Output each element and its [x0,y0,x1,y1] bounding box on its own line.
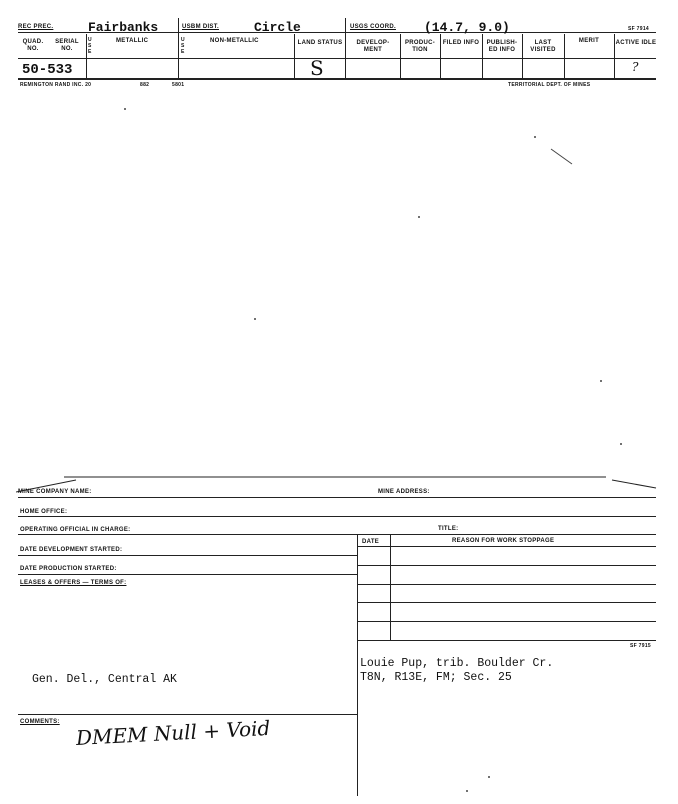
leases-label: LEASES & OFFERS — TERMS OF: [20,580,127,586]
usbm-dist-value: Circle [254,20,301,35]
territorial-dept: TERRITORIAL DEPT. OF MINES [508,82,591,88]
rec-prec-label: REC PREC. [18,24,54,30]
rec-prec-value: Fairbanks [88,20,159,35]
divider [294,34,295,78]
rule [18,534,656,535]
rule [357,584,656,585]
scan-speck [488,776,490,778]
divider [357,534,358,796]
column-heading-rule [18,58,656,59]
date-production-label: DATE PRODUCTION STARTED: [20,566,117,572]
usgs-coord-value: (14.7, 9.0) [424,20,510,35]
home-office-label: HOME OFFICE: [20,509,68,515]
rule [18,516,656,517]
rule [357,546,656,547]
divider [178,18,179,78]
date-heading: DATE [362,539,380,545]
divider [564,34,565,78]
printer-imprint: REMINGTON RAND INC. 20 [20,82,92,88]
nonmetallic-use-heading: U S E [181,37,185,55]
usgs-coord-label: USGS COORD. [350,24,396,30]
form-code-top: SF 7914 [628,26,650,32]
active-idle-heading: ACTIVE IDLE [615,40,657,46]
production-heading: PRODUC-TION [404,40,436,53]
scan-mark [550,148,574,166]
scan-speck [534,136,536,138]
location-line-1: Louie Pup, trib. Boulder Cr. [360,657,554,670]
rule [18,555,357,556]
rule [18,574,357,575]
scan-speck [466,790,468,792]
row-bottom-rule [18,78,656,80]
rule [357,602,656,603]
quad-serial-value: 50-533 [22,62,73,78]
scan-speck [600,380,602,382]
quad-serial-heading: QUAD. NO. [22,39,44,52]
divider [86,34,87,78]
metallic-heading: METALLIC [116,38,149,44]
divider [390,534,391,640]
title-label: TITLE: [438,526,459,532]
printer-code-1: 882 [140,82,150,88]
scan-speck [254,318,256,320]
comments-label: COMMENTS: [20,719,60,725]
mine-address-label: MINE ADDRESS: [378,489,430,495]
form-code-bottom: SF 7915 [630,643,652,649]
usbm-dist-label: USBM DIST. [182,24,220,30]
published-info-heading: PUBLISH-ED INFO [486,40,518,53]
location-line-2: T8N, R13E, FM; Sec. 25 [360,671,512,684]
filed-info-heading: FILED INFO [442,40,480,46]
rule [18,714,357,715]
land-status-value: S [310,56,324,80]
scan-speck [620,443,622,445]
handwritten-comment: DMEM Null + Void [75,715,271,750]
metallic-use-heading: U S E [88,37,92,55]
operating-official-label: OPERATING OFFICIAL IN CHARGE: [20,527,131,533]
date-development-label: DATE DEVELOPMENT STARTED: [20,547,123,553]
active-idle-mark: ? [632,60,639,74]
rule [357,640,656,641]
address-value: Gen. Del., Central AK [32,673,177,686]
reason-heading: REASON FOR WORK STOPPAGE [452,538,555,544]
development-heading: DEVELOP-MENT [356,40,390,53]
rule [357,621,656,622]
serial-heading: SERIAL NO. [55,39,79,52]
merit-heading: MERIT [578,38,600,44]
divider [345,18,346,78]
torn-edge [16,474,658,494]
rule [18,497,656,498]
scan-speck [124,108,126,110]
last-visited-heading: LAST VISITED [530,40,556,53]
rule [357,565,656,566]
land-status-heading: LAND STATUS [297,40,343,46]
printer-code-2: 5801 [172,82,185,88]
scan-speck [418,216,420,218]
mine-company-name-label: MINE COMPANY NAME: [18,489,92,495]
nonmetallic-heading: NON-METALLIC [210,38,259,44]
